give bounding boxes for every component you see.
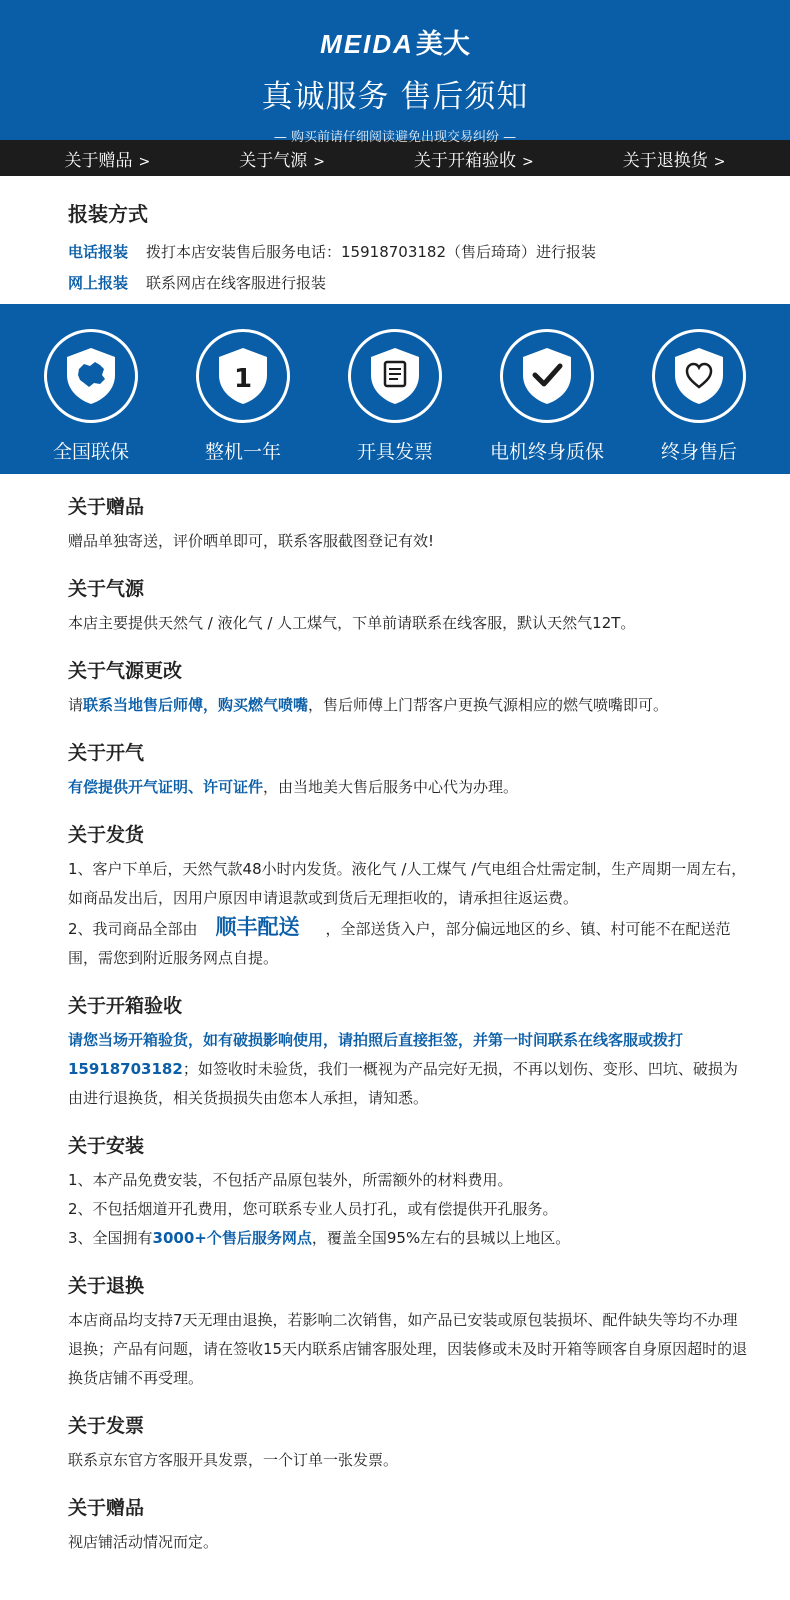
page-headline: 真诚服务 售后须知 [261,79,529,115]
feature-nationwide-warranty [21,304,161,464]
section-gift [68,492,750,556]
online-report-label: 网上报装 [68,274,129,292]
section-title: 关于安装 [68,1135,145,1157]
section-text: 3、全国拥有3000+个售后服务网点，覆盖全国95%左右的县城以上地区。 [68,1229,571,1247]
section-text: 1、本产品免费安装，不包括产品原包装外，所需额外的材料费用。 [68,1171,513,1189]
sf-express-highlight: 顺丰配送 [215,915,300,939]
section-text: 2、不包括烟道开孔费用，您可联系专业人员打孔，或有偿提供开孔服务。 [68,1200,558,1218]
china-map-shield-icon [62,345,120,407]
phone-report-row [68,241,790,262]
section-title: 关于发票 [68,1415,145,1437]
feature-label: 整机一年 [204,441,281,463]
section-text: 本店主要提供天然气 / 液化气 / 人工煤气，下单前请联系在线客服，默认天然气12T。 [68,614,636,632]
heart-shield-icon [670,345,728,407]
section-title: 关于开箱验收 [68,995,183,1017]
feature-motor-lifetime [477,304,617,464]
highlight-text: 联系当地售后师傅，购买燃气喷嘴 [83,696,309,714]
nav-item-gas[interactable]: 关于气源 > [239,150,325,171]
highlight-text: 请您当场开箱验货，如有破损影响使用，请拍照后直接拒签，并第一时间联系在线客服或拨打15918703182 [68,1031,684,1078]
page-header [0,0,790,145]
feature-one-year [173,304,313,464]
feature-label: 电机终身质保 [489,441,604,463]
section-gift-2 [68,1493,750,1557]
report-title: 报装方式 [68,202,148,226]
svg-text:1: 1 [233,364,253,394]
section-text: 有偿提供开气证明、许可证件，由当地美大售后服务中心代为办理。 [68,778,519,796]
section-title: 关于退换 [68,1275,145,1297]
section-text: 赠品单独寄送，评价晒单即可，联系客服截图登记有效! [68,532,435,550]
feature-lifetime-service [629,304,769,464]
checkmark-shield-icon [518,345,576,407]
section-title: 关于气源更改 [68,660,183,682]
phone-report-text: 拨打本店安装售后服务电话：15918703182（售后琦琦）进行报装 [146,243,596,261]
section-text: 2、我司商品全部由 顺丰配送 ，全部送货入户，部分偏远地区的乡、镇、村可能不在配送范围，需您到附近服务网点自提。 [68,915,731,967]
section-title: 关于赠品 [68,496,145,518]
online-report-row [68,272,790,293]
section-text: 请您当场开箱验货，如有破损影响使用，请拍照后直接拒签，并第一时间联系在线客服或拨打15918703182；如签收时未验货，我们一概视为产品完好无损，不再以划伤、变形、凹坑、破损为由进行退换货，相关货损损失由您本人承担，请知悉。 [68,1031,738,1107]
page-subline: — 购买前请仔细阅读避免出现交易纠纷 — [273,130,517,145]
section-title: 关于赠品 [68,1497,145,1519]
nav-item-gift[interactable]: 关于赠品 > [64,150,151,171]
highlight-text: 3000+个售后服务网点 [152,1229,312,1247]
chevron-right-icon: > [713,153,726,170]
feature-label: 开具发票 [356,441,433,463]
online-report-text: 联系网店在线客服进行报装 [146,274,327,292]
feature-label: 终身售后 [660,441,737,463]
section-gas [68,574,750,638]
chevron-right-icon: > [138,153,151,170]
section-text: 视店铺活动情况而定。 [68,1533,219,1551]
section-text: 联系京东官方客服开具发票，一个订单一张发票。 [68,1451,399,1469]
section-text: 请联系当地售后师傅，购买燃气喷嘴，售后师傅上门帮客户更换气源相应的燃气喷嘴即可。 [68,696,669,714]
service-features-band [0,304,790,474]
section-text: 1、客户下单后，天然气款48小时内发货。液化气 /人工煤气 /气电组合灶需定制，生产周期一周左右，如商品发出后，因用户原因申请退款或到货后无理拒收的，请承担往返运费。 [68,860,747,907]
nav-item-inspect[interactable]: 关于开箱验收 > [414,150,534,171]
section-inspect [68,991,750,1113]
section-title: 关于开气 [68,742,145,764]
logo-chinese: 美大 [415,29,470,59]
highlight-text: 有偿提供开气证明、许可证件 [68,778,264,796]
feature-invoice [325,304,465,464]
section-invoice [68,1411,750,1475]
section-text: 本店商品均支持7天无理由退换，若影响二次销售，如产品已安装或原包装损坏、配件缺失等均不办理退换；产品有问题，请在签收15天内联系店铺客服处理，因装修或未及时开箱等顾客自身原因超时的退换货店铺不再受理。 [68,1311,748,1387]
chevron-right-icon: > [313,153,325,170]
report-section [0,176,790,304]
section-return [68,1271,750,1393]
section-open-gas [68,738,750,802]
phone-report-label: 电话报装 [68,243,129,261]
section-shipping [68,820,750,973]
section-nav [0,140,790,176]
section-install [68,1131,750,1253]
invoice-shield-icon [366,345,424,407]
section-title: 关于气源 [68,578,145,600]
logo-english: MEIDA [320,29,414,59]
notice-content [0,474,790,1557]
nav-item-return[interactable]: 关于退换货 > [622,150,726,171]
section-gas-change [68,656,750,720]
feature-label: 全国联保 [52,441,129,463]
number-one-shield-icon [214,345,272,407]
brand-logo [0,0,790,61]
section-title: 关于发货 [68,824,145,846]
chevron-right-icon: > [522,153,534,170]
